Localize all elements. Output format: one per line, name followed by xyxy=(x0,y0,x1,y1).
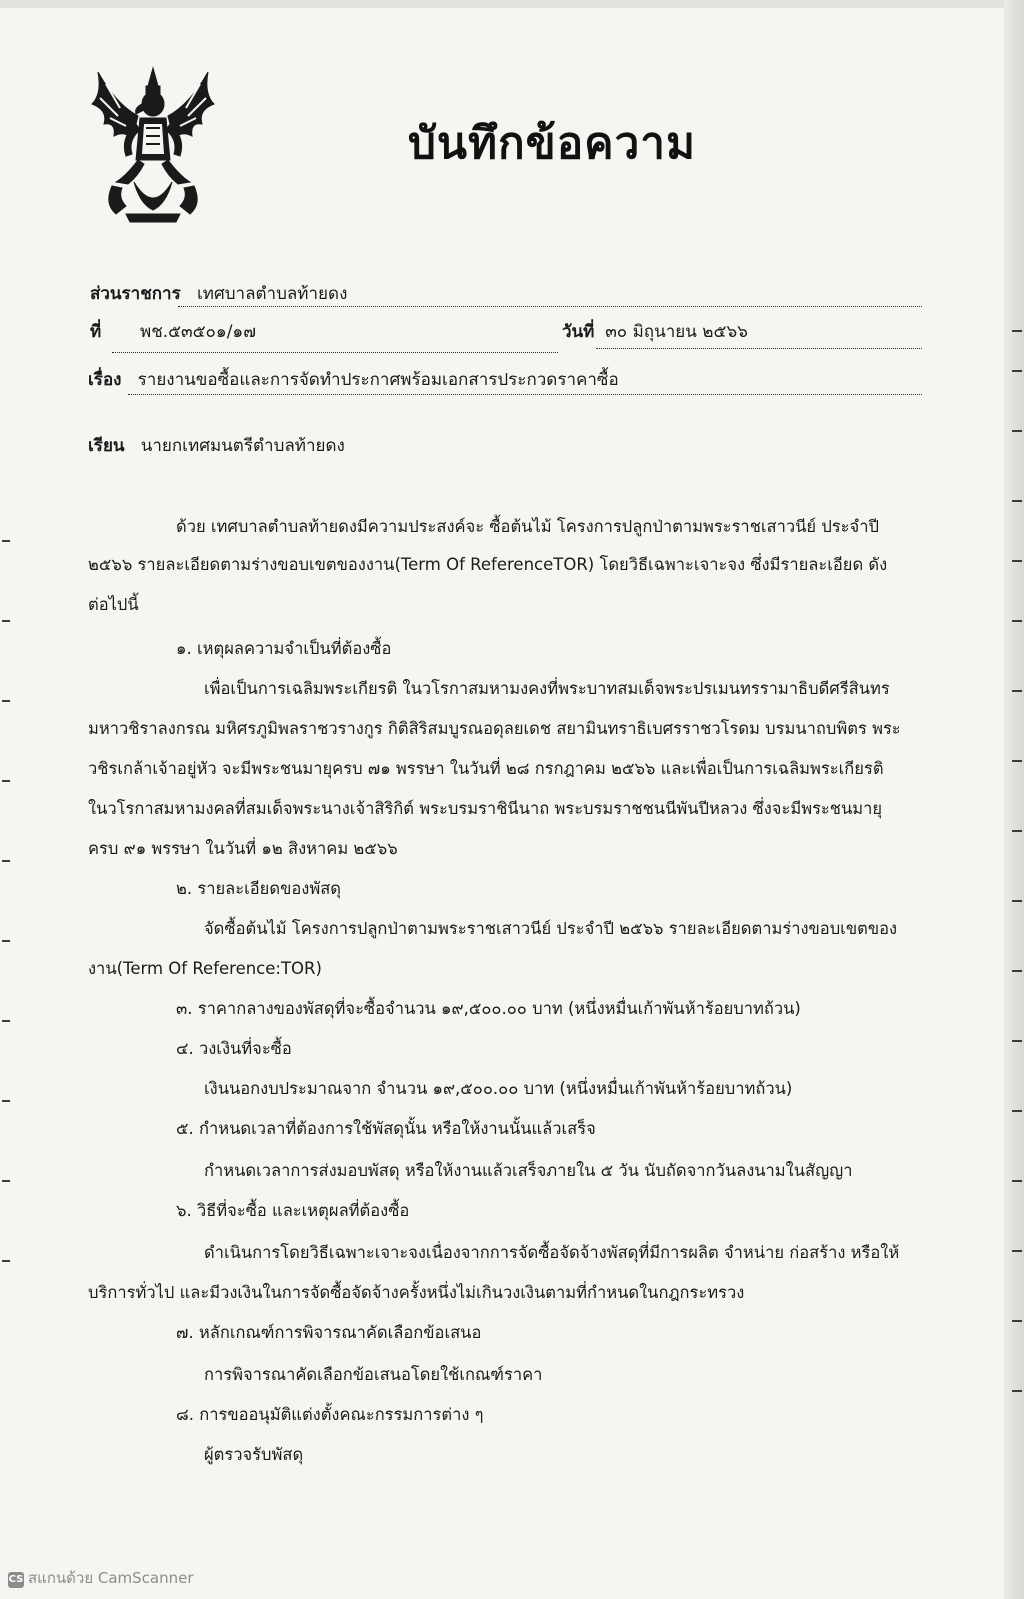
subject-label: เรื่อง xyxy=(88,370,122,390)
camscanner-text: สแกนด้วย CamScanner xyxy=(28,1569,194,1587)
section-2-line-2: งาน(Term Of Reference:TOR) xyxy=(88,959,322,978)
section-1-line-1: เพื่อเป็นการเฉลิมพระเกียรติ ในวโรกาสมหามงคงที่พระบาทสมเด็จพระปรเมนทรรามาธิบดีศรีสินทร xyxy=(204,679,890,698)
section-6-line-2: บริการทั่วไป และมีวงเงินในการจัดซื้อจัดจ้างครั้งหนึ่งไม่เกินวงเงินตามที่กำหนดในกฎกระทรวง xyxy=(88,1283,745,1302)
subject-underline xyxy=(128,394,922,395)
to-value: นายกเทศมนตรีตำบลท้ายดง xyxy=(140,436,345,456)
section-5-line: กำหนดเวลาการส่งมอบพัสดุ หรือให้งานแล้วเสร็จภายใน ๕ วัน นับถัดจากวันลงนามในสัญญา xyxy=(204,1161,853,1180)
document-title: บันทึกข้อความ xyxy=(408,118,697,169)
camscanner-watermark xyxy=(8,1566,194,1590)
scan-top-edge xyxy=(0,0,1024,8)
intro-line-1: ด้วย เทศบาลตำบลท้ายดงมีความประสงค์จะ ซื้อต้นไม้ โครงการปลูกป่าตามพระราชเสาวนีย์ ประจำปี xyxy=(176,517,879,536)
section-1-line-2: มหาวชิราลงกรณ มหิศรภูมิพลราชวรางกูร กิติสิริสมบูรณอดุลยเดช สยามินทราธิเบศรราชวโรดม บรมนาถบพิตร พระ xyxy=(88,719,901,738)
ref-number: พช.๕๓๕๐๑/๑๗ xyxy=(140,322,257,342)
section-1-heading: ๑. เหตุผลความจำเป็นที่ต้องซื้อ xyxy=(176,639,392,658)
subject-value: รายงานขอซื้อและการจัดทำประกาศพร้อมเอกสารประกวดราคาซื้อ xyxy=(137,370,619,390)
to-label: เรียน xyxy=(88,436,125,456)
section-6-line-1: ดำเนินการโดยวิธีเฉพาะเจาะจงเนื่องจากการจัดซื้อจัดจ้างพัสดุที่มีการผลิต จำหน่าย ก่อสร้าง หรือให้ xyxy=(204,1243,900,1262)
section-7-line: การพิจารณาคัดเลือกข้อเสนอโดยใช้เกณฑ์ราคา xyxy=(204,1365,543,1384)
department-label: ส่วนราชการ xyxy=(90,284,181,304)
ref-label: ที่ xyxy=(90,322,102,342)
section-5-heading: ๕. กำหนดเวลาที่ต้องการใช้พัสดุนั้น หรือให้งานนั้นแล้วเสร็จ xyxy=(176,1119,596,1138)
intro-line-3: ต่อไปนี้ xyxy=(88,595,139,614)
date-underline xyxy=(596,348,922,349)
date-label: วันที่ xyxy=(562,322,595,342)
section-6-heading: ๖. วิธีที่จะซื้อ และเหตุผลที่ต้องซื้อ xyxy=(176,1201,410,1220)
section-4-line: เงินนอกงบประมาณจาก จำนวน ๑๙,๕๐๐.๐๐ บาท (หนึ่งหมื่นเก้าพันห้าร้อยบาทถ้วน) xyxy=(204,1079,793,1098)
scan-left-edge xyxy=(0,0,14,1599)
date-value: ๓๐ มิถุนายน ๒๕๖๖ xyxy=(605,322,748,342)
to-row xyxy=(88,432,345,459)
department-value: เทศบาลตำบลท้ายดง xyxy=(196,284,348,304)
section-1-line-5: ครบ ๙๑ พรรษา ในวันที่ ๑๒ สิงหาคม ๒๕๖๖ xyxy=(88,839,398,858)
ref-underline xyxy=(112,352,558,353)
section-8-line: ผู้ตรวจรับพัสดุ xyxy=(204,1445,304,1464)
section-1-line-4: ในวโรกาสมหามงคลที่สมเด็จพระนางเจ้าสิริกิต์ พระบรมราชินีนาถ พระบรมราชชนนีพันปีหลวง ซึ่งจะมีพระชนมายุ xyxy=(88,799,883,818)
section-7-heading: ๗. หลักเกณฑ์การพิจารณาคัดเลือกข้อเสนอ xyxy=(176,1323,482,1342)
garuda-emblem-icon xyxy=(86,64,220,224)
subject-row xyxy=(88,366,619,393)
section-2-heading: ๒. รายละเอียดของพัสดุ xyxy=(176,879,341,898)
scan-right-edge xyxy=(1004,0,1024,1599)
department-underline xyxy=(178,306,922,307)
section-2-line-1: จัดซื้อต้นไม้ โครงการปลูกป่าตามพระราชเสาวนีย์ ประจำปี ๒๕๖๖ รายละเอียดตามร่างขอบเขตของ xyxy=(204,919,898,938)
section-4-heading: ๔. วงเงินที่จะซื้อ xyxy=(176,1039,292,1058)
section-3-heading: ๓. ราคากลางของพัสดุที่จะซื้อจำนวน ๑๙,๕๐๐.๐๐ บาท (หนึ่งหมื่นเก้าพันห้าร้อยบาทถ้วน) xyxy=(176,999,801,1018)
department-row xyxy=(90,280,347,307)
section-8-heading: ๘. การขออนุมัติแต่งตั้งคณะกรรมการต่าง ๆ xyxy=(176,1405,484,1424)
camscanner-logo-icon: CS xyxy=(8,1572,24,1588)
intro-line-2: ๒๕๖๖ รายละเอียดตามร่างขอบเขตของงาน(Term Of ReferenceTOR) โดยวิธีเฉพาะเจาะจง ซึ่งมีรายละเอียด ดัง xyxy=(88,555,888,574)
ref-row xyxy=(90,318,256,345)
section-1-line-3: วชิรเกล้าเจ้าอยู่หัว จะมีพระชนมายุครบ ๗๑ พรรษา ในวันที่ ๒๘ กรกฎาคม ๒๕๖๖ และเพื่อเป็นการเฉลิมพระเกียรติ xyxy=(88,759,884,778)
date-row xyxy=(562,318,748,345)
